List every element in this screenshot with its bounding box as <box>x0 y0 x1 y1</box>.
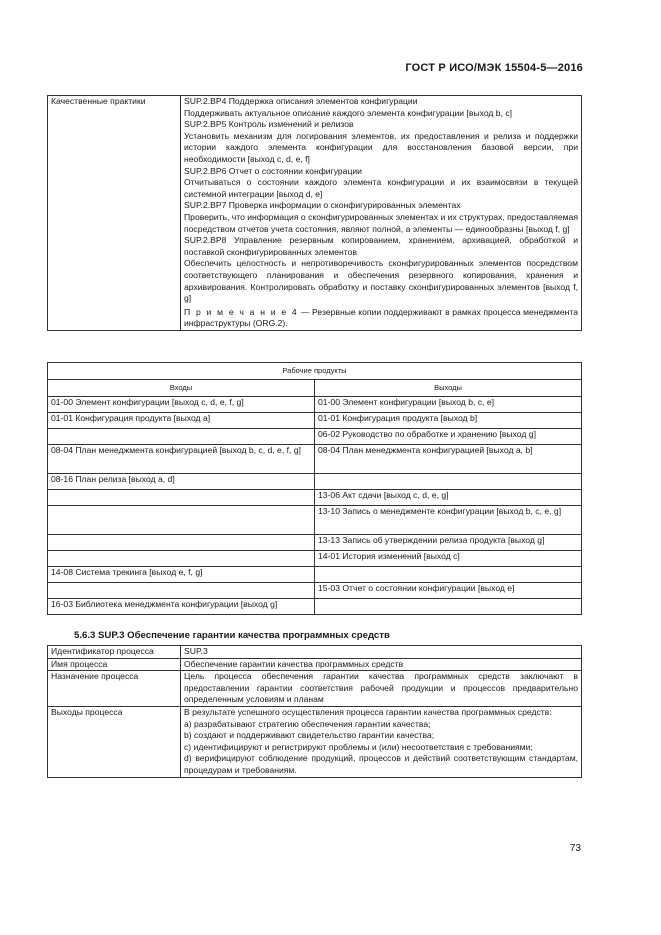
table-row <box>48 658 582 671</box>
practice-line: SUP.2.BP6 Отчет о состоянии конфигурации <box>184 165 362 176</box>
input-cell <box>48 490 315 506</box>
process-id-label: Идентификатор процесса <box>48 646 181 659</box>
col-outputs-header: Выходы <box>315 380 582 397</box>
input-cell <box>48 583 315 599</box>
practice-line: Обеспечить целостность и непротиворечивость сконфигурированных элементов посредством соответствующего планирования и обеспечения резервного копирования, хранения и архивирования. Контролировать обработку и поставку сконфигурированных элементов [выход f, g] <box>184 258 578 304</box>
note-label: П р и м е ч а н и е 4 <box>184 306 299 317</box>
output-cell: 15-03 Отчет о состоянии конфигурации [выход e] <box>315 583 582 599</box>
input-cell <box>48 429 315 445</box>
input-cell: 08-16 План релиза [выход a, d] <box>48 474 315 490</box>
practice-note <box>184 307 578 330</box>
output-line: a) разрабатывают стратегию обеспечения гарантии качества; <box>184 718 431 729</box>
table-row <box>48 474 582 490</box>
table-row <box>48 413 582 429</box>
table-row <box>48 567 582 583</box>
output-cell: 06-02 Руководство по обработке и хранению [выход g] <box>315 429 582 445</box>
practice-line: Поддерживать актуальное описание каждого элемента конфигурации [выход b, c] <box>184 107 513 118</box>
practice-line: Установить механизм для логирования элементов, их предоставления и релиза и поддержки истории каждого элемента конфигурации для восстановления базовой версии, при необходимости [выход c, d, e, f] <box>184 130 578 164</box>
output-cell: 13-10 Запись о менеджменте конфигурации [выход b, c, e, g] <box>315 506 582 535</box>
work-products-table <box>47 362 582 615</box>
output-cell: 14-01 История изменений [выход c] <box>315 551 582 567</box>
page-number: 73 <box>569 843 581 854</box>
output-cell: 13-06 Акт сдачи [выход c, d, e, g] <box>315 490 582 506</box>
input-cell <box>48 535 315 551</box>
process-purpose-label: Назначение процесса <box>48 671 181 707</box>
practice-line: Отчитываться о состоянии каждого элемента конфигурации и их взаимосвязи в текущей системной интеграции [выход d, e] <box>184 177 578 199</box>
output-cell: 01-00 Элемент конфигурации [выход b, c, e] <box>315 397 582 413</box>
output-line: c) идентифицируют и регистрируют проблемы и (или) несоответствия с требованиями; <box>184 741 533 752</box>
table-row <box>48 490 582 506</box>
table-row <box>48 583 582 599</box>
practice-line: SUP.2.BP4 Поддержка описания элементов конфигурации <box>184 96 418 106</box>
col-inputs-header: Входы <box>48 380 315 397</box>
process-name-value: Обеспечение гарантии качества программных средств <box>181 658 582 671</box>
input-cell <box>48 506 315 535</box>
table-row <box>48 429 582 445</box>
standard-designation: ГОСТ Р ИСО/МЭК 15504-5—2016 <box>405 62 583 74</box>
input-cell <box>48 551 315 567</box>
table-row <box>48 506 582 535</box>
process-table <box>47 645 582 778</box>
note-text: — Резервные копии поддерживают в рамках процесса менеджмента инфраструктуры (ORG.2). <box>184 306 578 329</box>
output-cell <box>315 599 582 615</box>
input-cell: 08-04 План менеджмента конфигурацией [выход b, c, d, e, f, g] <box>48 445 315 474</box>
process-outputs-label: Выходы процесса <box>48 706 181 777</box>
table-row <box>48 445 582 474</box>
output-line: d) верифицируют соблюдение продукций, процессов и действий соответствующим стандартам, процедурам и требованиям. <box>184 753 578 775</box>
output-cell <box>315 567 582 583</box>
input-cell: 14-08 Система трекинга [выход e, f, g] <box>48 567 315 583</box>
practice-line: SUP.2.BP7 Проверка информации о сконфигурированных элементах <box>184 200 461 211</box>
input-cell: 01-01 Конфигурация продукта [выход a] <box>48 413 315 429</box>
output-cell <box>315 474 582 490</box>
practice-line: SUP.2.BP5 Контроль изменений и релизов <box>184 119 354 130</box>
output-cell: 13-13 Запись об утверждении релиза продукта [выход g] <box>315 535 582 551</box>
table-row <box>48 646 582 659</box>
process-purpose-value: Цель процесса обеспечения гарантии качества программных средств заключают в предоставлении гарантии соответствия рабочей продукции и процессов предварительно определенным условиям и планам <box>181 671 582 707</box>
input-cell: 01-00 Элемент конфигурации [выход c, d, e, f, g] <box>48 397 315 413</box>
output-cell: 08-04 План менеджмента конфигурацией [выход a, b] <box>315 445 582 474</box>
output-line: b) создают и поддерживают свидетельство гарантии качества; <box>184 730 435 741</box>
output-cell: 01-01 Конфигурация продукта [выход b] <box>315 413 582 429</box>
table-row <box>48 706 582 777</box>
table-row <box>48 551 582 567</box>
process-outputs-value <box>181 706 582 777</box>
table-row <box>48 397 582 413</box>
table-row <box>48 535 582 551</box>
practices-table <box>47 95 582 331</box>
section-heading: 5.6.3 SUP.3 Обеспечение гарантии качества программных средств <box>74 630 390 641</box>
input-cell: 16-03 Библиотека менеджмента конфигурации [выход g] <box>48 599 315 615</box>
practices-label: Качественные практики <box>48 96 181 331</box>
output-line: В результате успешного осуществления процесса гарантии качества программных средств: <box>184 706 552 717</box>
work-products-title: Рабочие продукты <box>48 363 582 380</box>
practice-line: Проверить, что информация о сконфигурированных элементах и их структурах, предоставляемая посредством отчетов учета состояния, являют полной, а элементы — единообразны [выход f, g] <box>184 211 578 234</box>
practices-content <box>181 96 582 331</box>
table-row <box>48 671 582 707</box>
table-row <box>48 599 582 615</box>
process-id-value: SUP.3 <box>181 646 582 659</box>
practice-line: SUP.2.BP8 Управление резервным копированием, хранением, архивацией, обработкой и поставкой сконфигурированных элементов <box>184 235 578 257</box>
process-name-label: Имя процесса <box>48 658 181 671</box>
